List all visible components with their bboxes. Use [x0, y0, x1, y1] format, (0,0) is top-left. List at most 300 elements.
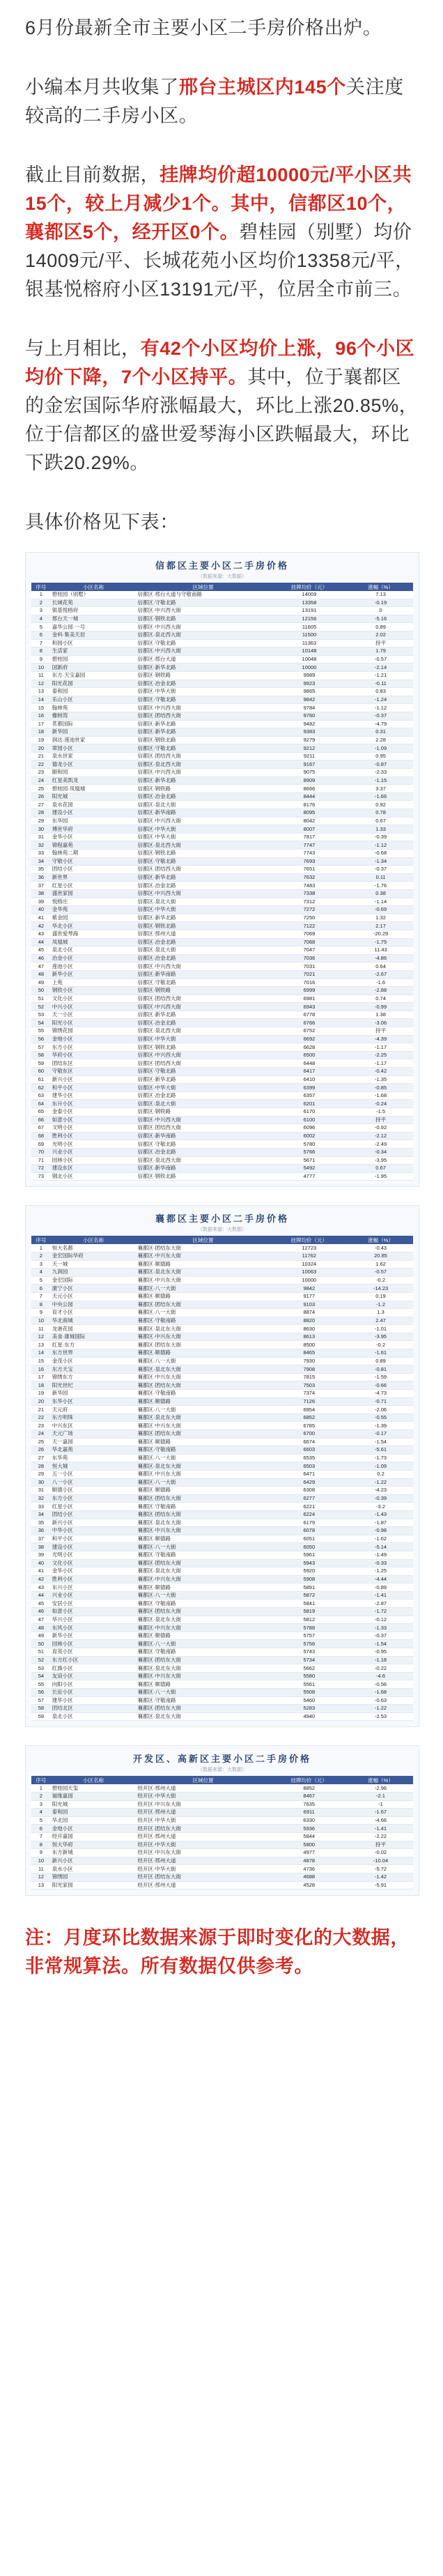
table-header-cell: 涨幅（%） — [348, 583, 413, 591]
table-cell: 59 — [31, 1059, 51, 1068]
table-cell: 金宏国际华府 — [51, 1252, 137, 1260]
table-row — [31, 1616, 413, 1624]
table-header-cell: 区域位置 — [137, 1236, 270, 1244]
table-cell: 泉水花园 — [51, 801, 137, 809]
table-cell: -0.69 — [348, 906, 413, 914]
table-cell: 6100 — [270, 1116, 348, 1124]
table-cell: 东方小区 — [51, 1043, 137, 1052]
table-cell: 8 — [31, 1841, 51, 1849]
table-cell: 文化小区 — [51, 995, 137, 1003]
table-cell: 金华小区 — [51, 1567, 137, 1576]
table-cell: -0.87 — [348, 760, 413, 769]
table-row — [31, 1156, 413, 1165]
spacer — [0, 130, 443, 161]
table-cell: -2.88 — [348, 987, 413, 995]
table-cell: 54 — [31, 1672, 51, 1680]
table-cell: 恒大华府 — [51, 1841, 137, 1849]
table-cell: 兴业小区 — [51, 1591, 137, 1600]
table-cell: 和平小区 — [51, 1084, 137, 1092]
table-row — [31, 752, 413, 760]
table-cell: 35 — [31, 1519, 51, 1527]
table-cell: 守敬小区 — [51, 857, 137, 866]
table-row — [31, 615, 413, 623]
table-row — [31, 1397, 413, 1406]
table-cell: 23 — [31, 1422, 51, 1430]
table-header-cell: 小区名称 — [51, 583, 137, 591]
table-cell: 56 — [31, 1689, 51, 1697]
table-header-cell: 涨幅（%） — [348, 1776, 413, 1784]
price-table — [31, 583, 413, 1181]
price-table-card — [25, 1745, 419, 1896]
table-cell: 信都区·中兴西大街 — [137, 769, 270, 777]
table-cell: 如意小区 — [51, 1116, 137, 1124]
table-cell: -0.24 — [348, 1100, 413, 1108]
table-cell: -1.22 — [348, 1705, 413, 1713]
table-cell: 8465 — [270, 1349, 349, 1358]
table-cell: -1.61 — [348, 1349, 413, 1358]
table-cell: -5.72 — [348, 1865, 413, 1873]
table-cell: 红星小区 — [51, 1503, 137, 1511]
table-cell: -1.49 — [348, 1551, 413, 1559]
table-cell: -1.41 — [348, 1591, 413, 1600]
table-cell: 6330 — [270, 1816, 348, 1825]
table-row — [31, 898, 413, 906]
table-cell: 5 — [31, 1816, 51, 1825]
table-cell: 6224 — [270, 1510, 349, 1519]
table-cell: -1.73 — [348, 1454, 413, 1462]
table-cell: 8 — [31, 647, 51, 656]
table-cell: 信都区·新华北路 — [137, 720, 270, 728]
table-cell: 襄都区·中兴东大街 — [137, 1252, 270, 1260]
table-cell: -1.09 — [348, 1462, 413, 1471]
price-table — [31, 1236, 413, 1721]
table-cell: -1.24 — [348, 696, 413, 704]
table-cell: 20.85 — [348, 1252, 413, 1260]
table-row — [31, 1059, 413, 1068]
table-cell: 4 — [31, 1268, 51, 1277]
table-cell: -5.16 — [348, 615, 413, 623]
table-cell: 东方天宝 — [51, 1365, 137, 1374]
price-table-card — [25, 1205, 419, 1727]
table-cell: 信都区·中兴西大街 — [137, 607, 270, 615]
table-cell: 30 — [31, 1478, 51, 1487]
table-cell: 新兴小区 — [51, 1857, 137, 1865]
table-cell: 52 — [31, 1003, 51, 1011]
table-cell: -0.12 — [348, 1616, 413, 1624]
table-cell: 37 — [31, 1535, 51, 1543]
table-cell: 31 — [31, 833, 51, 841]
table-cell: 17 — [31, 1373, 51, 1381]
table-cell: 25 — [31, 785, 51, 793]
table-row — [31, 1881, 413, 1889]
table-cell: 6911 — [270, 1809, 348, 1817]
table-cell: -2.96 — [348, 1784, 413, 1792]
table-cell: -1.12 — [348, 841, 413, 850]
table-cell: -1.25 — [348, 1567, 413, 1576]
table-cell: 72 — [31, 1165, 51, 1173]
table-cell: 36 — [31, 873, 51, 882]
table-cell: 锦绣园 — [51, 1873, 137, 1881]
table-cell: -0.85 — [348, 1084, 413, 1092]
table-cell: 胜利小区 — [51, 1132, 137, 1140]
table-cell: 5800 — [270, 1841, 348, 1849]
table-cell: 5671 — [270, 1156, 348, 1165]
table-cell: 新华小区 — [51, 970, 137, 979]
table-row — [31, 938, 413, 946]
table-cell: 7483 — [270, 882, 348, 890]
table-cell: 颐和园 — [51, 769, 137, 777]
table-cell: 凤凰城 — [51, 938, 137, 946]
table-row — [31, 1027, 413, 1036]
table-cell: 29 — [31, 1470, 51, 1478]
table-cell: 7126 — [270, 1397, 349, 1406]
table-cell: 7016 — [270, 979, 348, 987]
table-row — [31, 1624, 413, 1632]
table-cell: 经开区·邢州大道 — [136, 1784, 270, 1792]
table-cell: -2.87 — [348, 1600, 413, 1608]
table-cell: 碧桂园·凤凰城 — [51, 785, 137, 793]
table-cell: 6221 — [270, 1503, 349, 1511]
table-cell: 持平 — [348, 639, 413, 647]
table-row — [31, 1373, 413, 1381]
intro-paragraph-3 — [25, 161, 419, 304]
table-cell: 9760 — [270, 712, 348, 720]
table-cell: 信都区·中华大街 — [137, 688, 270, 696]
table-cell: 6471 — [270, 1470, 349, 1478]
table-cell: 16 — [31, 1365, 51, 1374]
table-header-row — [31, 1776, 413, 1784]
intro-text-4a: 与上月相比， — [25, 338, 141, 359]
table-row — [31, 1809, 413, 1817]
table-cell: 56 — [31, 1035, 51, 1043]
table-cell: 盛世家园 — [51, 889, 137, 898]
table-cell: 51 — [31, 995, 51, 1003]
table-cell: 33 — [31, 850, 51, 858]
table-cell: 0.11 — [348, 873, 413, 882]
table-cell: 28 — [31, 809, 51, 818]
table-cell: 4 — [31, 1809, 51, 1817]
table-cell: 0.89 — [348, 623, 413, 631]
table-cell: 信都区·团结西大街 — [137, 752, 270, 760]
table-cell: -1.33 — [348, 1624, 413, 1632]
table-cell: -1.62 — [348, 1535, 413, 1543]
table-cell: 0.89 — [348, 1357, 413, 1365]
table-row — [31, 1333, 413, 1341]
table-cell: 0.74 — [348, 995, 413, 1003]
table-row — [31, 889, 413, 898]
table-cell: 阳光城 — [51, 792, 137, 801]
table-cell: 48 — [31, 970, 51, 979]
table-cell: 建设小区 — [51, 1543, 137, 1551]
table-cell: 0.83 — [348, 688, 413, 696]
table-cell: 信都区·冶金北路 — [137, 938, 270, 946]
table-row — [31, 1165, 413, 1173]
table-cell: -0.63 — [348, 1696, 413, 1705]
table-cell: 7122 — [270, 922, 348, 930]
table-cell: 襄都区·泉北东大街 — [137, 1519, 270, 1527]
table-cell: 8007 — [270, 825, 348, 834]
table-row — [31, 1816, 413, 1825]
table-cell: 6448 — [270, 1059, 348, 1068]
table-cell: 信都区·邢台大道 — [137, 655, 270, 664]
table-row — [31, 1672, 413, 1680]
table-cell: -0.55 — [348, 1413, 413, 1422]
table-title: 襄都区主要小区二手房价格 — [155, 1213, 289, 1225]
table-cell: 信都区·新华南路 — [137, 970, 270, 979]
table-cell: 襄都区·顺德路 — [137, 1397, 270, 1406]
table-cell: 襄都区·顺德路 — [137, 1632, 270, 1640]
table-cell: 6201 — [270, 1100, 348, 1108]
table-cell: -0.57 — [348, 1268, 413, 1277]
table-cell: 东方红小区 — [51, 1656, 137, 1664]
table-cell: 7021 — [270, 970, 348, 979]
table-row — [31, 1406, 413, 1414]
table-cell: 1.33 — [348, 825, 413, 834]
table-cell: 襄都区·顺德路 — [137, 1438, 270, 1446]
table-row — [31, 776, 413, 785]
table-cell: -3.95 — [348, 1333, 413, 1341]
table-cell: 经开区·中华大街 — [136, 1841, 270, 1849]
table-cell: -14.23 — [348, 1285, 413, 1293]
table-cell: 文明小区 — [51, 1124, 137, 1133]
table-cell: 襄都区·团结东大街 — [137, 1341, 270, 1349]
table-cell: 信都区·守敬北路 — [137, 599, 270, 607]
table-cell: 5961 — [270, 1551, 349, 1559]
table-cell: 信都区·泉北西大街 — [137, 760, 270, 769]
table-cell: 8176 — [270, 801, 348, 809]
table-cell: 5283 — [270, 1705, 349, 1713]
table-cell: 东兴小区 — [51, 1584, 137, 1592]
table-row — [31, 1035, 413, 1043]
table-cell: 5819 — [270, 1608, 349, 1616]
table-cell: 如意小区 — [51, 1608, 137, 1616]
table-cell: -0.99 — [348, 1003, 413, 1011]
table-cell: 襄都区·团结东大街 — [137, 1381, 270, 1390]
table-cell: 信都区·冶金北路 — [137, 792, 270, 801]
table-cell: 福缘嘉园 — [51, 1792, 137, 1800]
table-cell: 6051 — [270, 1535, 349, 1543]
table-cell: 8444 — [270, 792, 348, 801]
table-cell: 13358 — [270, 599, 348, 607]
table-cell: -5.61 — [348, 1446, 413, 1455]
table-cell: 胜利小区 — [51, 1575, 137, 1584]
table-cell: -4.79 — [348, 720, 413, 728]
table-cell: 3 — [31, 1260, 51, 1268]
table-cell: 悦榕庄 — [51, 898, 137, 906]
table-cell: -0.92 — [348, 1124, 413, 1133]
table-cell: 8874 — [270, 1309, 349, 1317]
table-cell: 持平 — [348, 1841, 413, 1849]
table-cell: 6429 — [270, 1478, 349, 1487]
table-cell: 71 — [31, 1156, 51, 1165]
table-cell: 9784 — [270, 704, 348, 712]
table-cell: 襄都区·中兴东大街 — [137, 1624, 270, 1632]
table-cell: 5662 — [270, 1664, 349, 1673]
table-cell: 阳光花园 — [51, 680, 137, 688]
table-cell: 东华园 — [51, 817, 137, 825]
table-cell: 信都区·邢台大道与守敬南路 — [137, 591, 270, 599]
table-cell: 龙港花园 — [51, 1325, 137, 1333]
table-cell: 襄都区·守敬南路 — [137, 1551, 270, 1559]
table-cell: 5734 — [270, 1656, 349, 1664]
table-cell: 信都区·中华大街 — [137, 1084, 270, 1092]
table-row — [31, 655, 413, 664]
table-row — [31, 922, 413, 930]
table-cell: 信都区·中兴西大街 — [137, 889, 270, 898]
table-row — [31, 930, 413, 938]
table-cell: 7 — [31, 1292, 51, 1301]
table-cell: 70 — [31, 1148, 51, 1156]
table-row — [31, 1510, 413, 1519]
table-cell: 盛世爱琴海 — [51, 930, 137, 938]
table-header-cell: 区域位置 — [137, 583, 270, 591]
table-cell: 5891 — [270, 1584, 349, 1592]
table-row — [31, 1841, 413, 1849]
table-cell: 6002 — [270, 1132, 348, 1140]
table-cell: 32 — [31, 1494, 51, 1503]
table-subtitle: （数据来源：大数据） — [198, 574, 247, 579]
table-row — [31, 873, 413, 882]
table-cell: 2.47 — [348, 1317, 413, 1325]
table-cell: -1.09 — [348, 744, 413, 753]
table-cell: 莲池小区 — [51, 963, 137, 971]
table-cell: 0.64 — [348, 963, 413, 971]
table-cell: 茗都国际 — [51, 720, 137, 728]
table-cell: 5757 — [270, 1632, 349, 1640]
table-row — [31, 1696, 413, 1705]
table-row — [31, 1559, 413, 1567]
table-cell: 东风小区 — [51, 1624, 137, 1632]
table-cell: 长城花苑 — [51, 599, 137, 607]
table-cell: 金科·集美天辰 — [51, 631, 137, 639]
table-row — [31, 1341, 413, 1349]
table-row — [31, 1832, 413, 1841]
table-cell: 襄都区·八一大街 — [137, 1543, 270, 1551]
table-row — [31, 1430, 413, 1439]
table-cell: -0.37 — [348, 712, 413, 720]
table-cell: 9212 — [270, 744, 348, 753]
table-cell: 8666 — [270, 785, 348, 793]
table-cell: -0.39 — [348, 833, 413, 841]
table-cell: 润达·莲池世家 — [51, 736, 137, 744]
table-cell: 建设东区 — [51, 1165, 137, 1173]
table-cell: -1.68 — [348, 1689, 413, 1697]
table-cell: 5561 — [270, 1680, 349, 1689]
table-cell: 襄都区·八一大街 — [137, 1406, 270, 1414]
table-cell: 11.43 — [348, 946, 413, 955]
table-row — [31, 1689, 413, 1697]
table-cell: 30 — [31, 825, 51, 834]
table-cell: -0.22 — [348, 1664, 413, 1673]
table-cell: 6500 — [270, 1051, 348, 1059]
table-header-row — [31, 1236, 413, 1244]
table-cell: 10 — [31, 1857, 51, 1865]
table-row — [31, 696, 413, 704]
table-cell: -1.18 — [348, 1656, 413, 1664]
table-cell: 守敬东区 — [51, 1068, 137, 1076]
table-title: 开发区、高新区主要小区二手房价格 — [132, 1754, 311, 1765]
table-cell: 冶金小区 — [51, 954, 137, 963]
table-cell: 7312 — [270, 898, 348, 906]
table-cell: 3 — [31, 1800, 51, 1809]
table-cell: 襄都区·团结东大街 — [137, 1510, 270, 1519]
table-row — [31, 1470, 413, 1478]
table-cell: 40 — [31, 906, 51, 914]
table-cell: 钢北小区 — [51, 1172, 137, 1181]
table-cell: 59 — [31, 1712, 51, 1721]
table-cell: 中兴东区 — [51, 1422, 137, 1430]
table-row — [31, 1527, 413, 1535]
table-row — [31, 1252, 413, 1260]
table-row — [31, 963, 413, 971]
table-title: 信都区主要小区二手房价格 — [155, 560, 289, 571]
table-cell: 34 — [31, 857, 51, 866]
table-cell: 建华小区 — [51, 1696, 137, 1705]
table-row — [31, 1487, 413, 1495]
table-cell: 8 — [31, 1301, 51, 1309]
table-cell: 襄都区·八一大街 — [137, 1478, 270, 1487]
table-cell: 55 — [31, 1680, 51, 1689]
table-cell: 襄都区·团结东大街 — [137, 1559, 270, 1567]
table-cell: 43 — [31, 930, 51, 938]
table-cell: 0.38 — [348, 889, 413, 898]
table-cell: 信都区·团结西大街 — [137, 1059, 270, 1068]
table-cell: 9211 — [270, 752, 348, 760]
table-cell: 63 — [31, 1091, 51, 1100]
table-cell: 信都区·钢铁路 — [137, 671, 270, 680]
table-cell: 信都区·中兴西大街 — [137, 1051, 270, 1059]
table-cell: 紫金园 — [51, 914, 137, 922]
table-row — [31, 1100, 413, 1108]
table-row — [31, 979, 413, 987]
table-cell: 信都区·钢铁北路 — [137, 850, 270, 858]
table-cell: 经开嘉园 — [51, 1832, 137, 1841]
table-cell: 53 — [31, 1664, 51, 1673]
table-cell: 7036 — [270, 954, 348, 963]
table-cell: 襄都区·顺德路 — [137, 1535, 270, 1543]
table-cell: 兴业小区 — [51, 1148, 137, 1156]
table-cell: 60 — [31, 1068, 51, 1076]
table-cell: 信都区·泉北大街 — [137, 898, 270, 906]
table-row — [31, 1680, 413, 1689]
table-cell: 47 — [31, 963, 51, 971]
table-cell: 和平小区 — [51, 1535, 137, 1543]
table-cell: 4688 — [270, 1873, 348, 1881]
table-cell: 信都区·钢铁路 — [137, 987, 270, 995]
table-cell: 13 — [31, 1341, 51, 1349]
table-cell: 0.92 — [348, 801, 413, 809]
table-cell: 碧桂园 — [51, 655, 137, 664]
table-cell: 5508 — [270, 1689, 349, 1697]
table-cell: 园林小区 — [51, 1156, 137, 1165]
table-cell: 8852 — [270, 1784, 348, 1792]
table-cell: 11500 — [270, 631, 348, 639]
table-cell: 8042 — [270, 817, 348, 825]
table-subtitle: （数据来源：大数据） — [198, 1227, 247, 1233]
table-cell: 6170 — [270, 1108, 348, 1117]
table-row — [31, 1084, 413, 1092]
intro-paragraph-2 — [25, 73, 419, 130]
table-row — [31, 728, 413, 737]
table-cell: 碧桂园（别墅） — [51, 591, 137, 599]
table-cell: 11 — [31, 1325, 51, 1333]
table-cell: 11 — [31, 671, 51, 680]
table-row — [31, 809, 413, 818]
table-cell: 6050 — [270, 1543, 349, 1551]
table-cell: 24 — [31, 1430, 51, 1439]
table-cell: 32 — [31, 841, 51, 850]
table-cell: 10148 — [270, 647, 348, 656]
